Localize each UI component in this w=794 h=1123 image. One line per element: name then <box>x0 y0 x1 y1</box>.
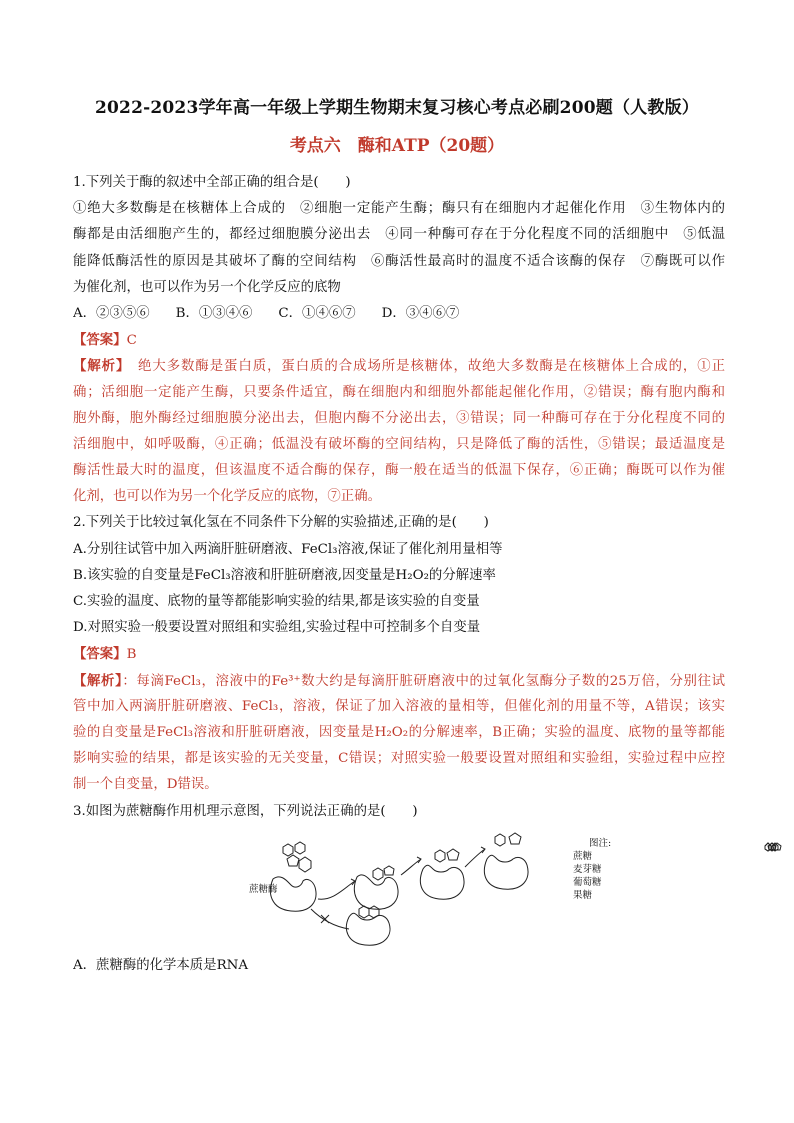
analysis-line: 胞外酶，胞外酶经过细胞膜分泌出去，但胞内酶不分泌出去，③错误；同一种酶可存在于分化程度不同的 <box>73 410 725 426</box>
figure-legend <box>573 837 663 902</box>
legend-item-glucose <box>573 876 663 889</box>
legend-item-sucrose <box>573 850 663 863</box>
blocked-arrow <box>311 909 349 929</box>
analysis-line: 验的自变量是FeCl₃溶液和肝脏研磨液，因变量是H₂O₂的分解速率，B正确；实验的温度、底物的量等都能 <box>73 724 725 740</box>
analysis-line: 确；活细胞一定能产生酶，只要条件适宜，酶在细胞内和细胞外都能起催化作用，②错误；酶有胞内酶和 <box>73 384 725 400</box>
enzyme-label: 蔗糖酶 <box>249 883 278 895</box>
analysis-line: 酶活性最大时的温度，但该温度不适合酶的保存，酶一般在适当的低温下保存，⑥正确；酶既可以作为催 <box>73 463 725 479</box>
legend-item-maltose <box>573 863 663 876</box>
question-2-option-c: C.实验的温度、底物的量等都能影响实验的结果,都是该实验的自变量 <box>73 594 480 609</box>
legend-label: 蔗糖 <box>573 850 593 862</box>
answer-value: B <box>126 647 137 663</box>
section-subtitle: 考点六 酶和ATP（20题） <box>289 136 505 156</box>
question-1-options <box>73 301 725 327</box>
option-a: A．②③⑤⑥ <box>73 305 150 321</box>
answer-tag: 【答案】 <box>73 646 127 663</box>
question-2-option-b: B.该实验的自变量是FeCl₃溶液和肝脏研磨液,因变量是H₂O₂的分解速率 <box>73 567 496 583</box>
maltose-glucose-shape <box>359 906 369 918</box>
answer-value: C <box>126 333 137 349</box>
analysis-tag: 【解析】 <box>73 358 124 375</box>
fructose-shape <box>287 855 299 866</box>
question-1-line: 能降低酶活性的原因是其破坏了酶的空间结构 ⑥酶活性最高时的温度不适合该酶的保存 ⑦酶既可以作 <box>73 253 725 269</box>
enzyme-shape <box>484 855 528 889</box>
question-1-line: 为催化剂，也可以作为另一个化学反应的底物 <box>73 279 341 295</box>
analysis-text: 绝大多数酶是蛋白质，蛋白质的合成场所是核糖体，故绝大多数酶是在核糖体上合成的，①正 <box>123 359 725 375</box>
glucose-shape <box>495 834 505 846</box>
answer-tag: 【答案】 <box>73 332 127 349</box>
sucrase-diagram <box>263 829 563 947</box>
glucose-shape <box>295 842 305 854</box>
fructose-shape <box>384 866 394 875</box>
analysis-tag: 【解析】 <box>73 672 123 689</box>
legend-label: 葡萄糖 <box>573 876 602 888</box>
page-title: 2022-2023学年高一年级上学期生物期末复习核心考点必刷200题（人教版） <box>95 98 699 118</box>
maltose-glucose-shape <box>369 906 379 918</box>
fructose-shape <box>509 833 521 844</box>
glucose-shape <box>299 857 311 872</box>
question-1-line: ①绝大多数酶是在核糖体上合成的 ②细胞一定能产生酶；酶只有在细胞内才起催化作用 ③生物体内的 <box>73 201 725 217</box>
analysis-text: ：每滴FeCl₃，溶液中的Fe³⁺数大约是每滴肝脏研磨液中的过氧化氢酶分子数的25万倍，分别往试 <box>122 673 725 689</box>
legend-title: 图注: <box>589 837 612 849</box>
analysis-line: 活细胞中，如呼吸酶，④正确；低温没有破坏酶的空间结构，只是降低了酶的活性，⑤错误；最适温度是 <box>73 436 725 452</box>
glucose-shape <box>435 850 445 862</box>
analysis-line: 影响实验的结果，都是该实验的无关变量，C错误；对照实验一般要设置对照组和实验组，实验过程中应控 <box>73 751 725 767</box>
document-body <box>73 170 725 979</box>
question-2-answer <box>73 641 725 667</box>
reaction-arrow <box>465 849 485 867</box>
question-2-option-d: D.对照实验一般要设置对照组和实验组,实验过程中可控制多个自变量 <box>73 620 481 636</box>
fructose-shape <box>447 849 459 860</box>
question-1-line: 酶都是由活细胞产生的，都经过细胞膜分泌出去 ④同一种酶可存在于分化程度不同的活细胞中 ⑤低温 <box>73 227 725 243</box>
question-2-analysis <box>73 668 725 694</box>
enzyme-shape <box>346 913 390 945</box>
question-2-option-a: A.分别往试管中加入两滴肝脏研磨液、FeCl₃溶液,保证了催化剂用量相等 <box>73 541 503 557</box>
question-2-stem: 2.下列关于比较过氧化氢在不同条件下分解的实验描述,正确的是( ) <box>73 515 489 531</box>
question-3-option-a: A．蔗糖酶的化学本质是RNA <box>73 957 249 973</box>
legend-item-fructose <box>573 889 663 902</box>
fructose-icon <box>763 841 785 852</box>
legend-label: 麦芽糖 <box>573 863 602 875</box>
glucose-shape <box>373 868 383 880</box>
question-1-analysis <box>73 353 725 379</box>
analysis-line: 化剂，也可以作为另一个化学反应的底物，⑦正确。 <box>73 489 381 505</box>
enzyme-shape <box>420 865 464 899</box>
legend-label: 果糖 <box>573 889 593 901</box>
question-1-stem: 1.下列关于酶的叙述中全部正确的组合是( ) <box>73 175 351 190</box>
reaction-arrow <box>318 881 355 899</box>
block-mark <box>321 915 329 923</box>
question-3-stem: 3.如图为蔗糖酶作用机理示意图，下列说法正确的是( ) <box>73 803 418 819</box>
analysis-line: 管中加入两滴肝脏研磨液、FeCl₃，溶液，保证了加入溶液的量相等，但催化剂的用量不等，A错误；该实 <box>73 698 725 714</box>
sucrase-mechanism-figure <box>73 825 725 953</box>
option-b: B．①③④⑥ <box>175 305 253 321</box>
glucose-shape <box>283 844 293 856</box>
question-1-answer <box>73 327 725 353</box>
analysis-line: 制一个自变量，D错误。 <box>73 777 218 793</box>
enzyme-shape <box>354 875 398 909</box>
option-c: C．①④⑥⑦ <box>278 305 356 321</box>
reaction-arrow <box>401 859 421 875</box>
option-d: D．③④⑥⑦ <box>381 305 460 321</box>
